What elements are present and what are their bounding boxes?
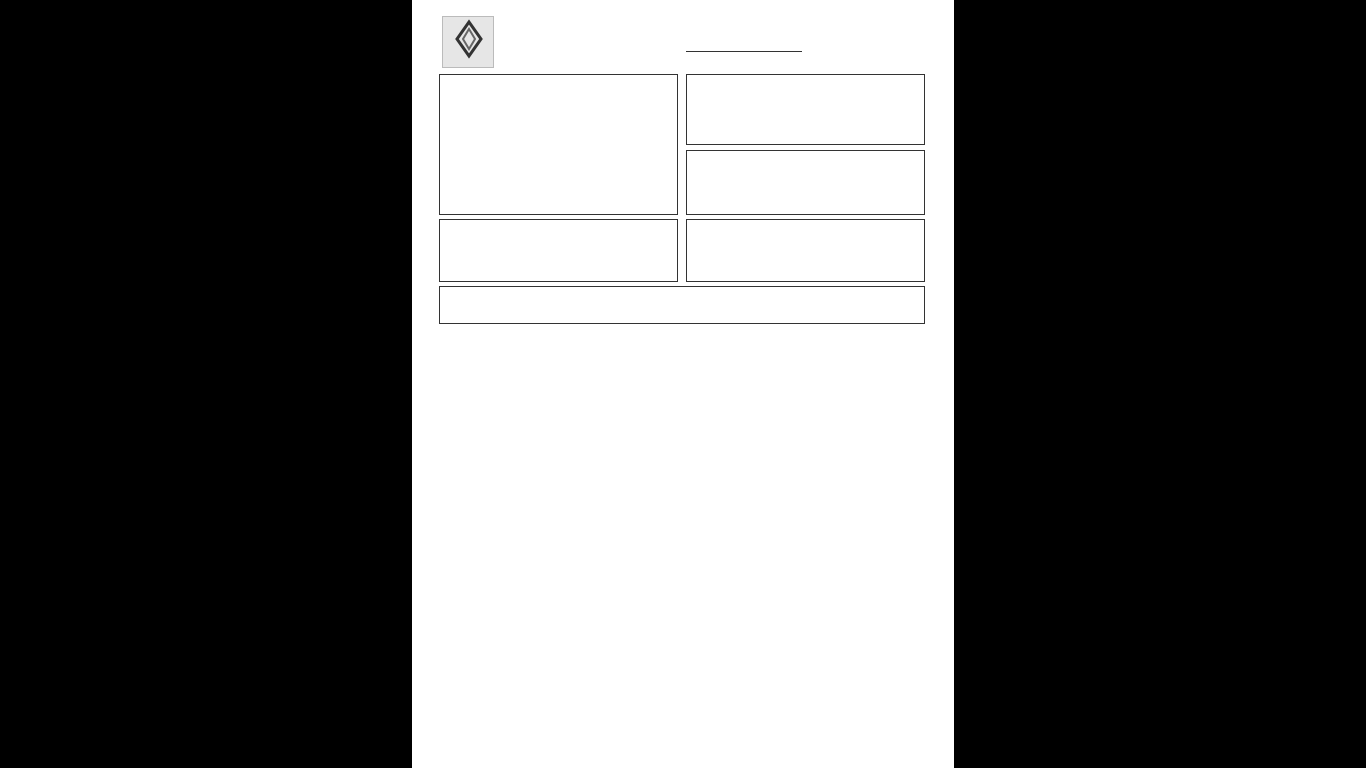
vehicle-box	[439, 219, 678, 282]
invoice-title	[686, 51, 802, 52]
billing-box	[686, 150, 925, 215]
representative-box	[686, 219, 925, 282]
table-header-box	[439, 286, 925, 324]
renault-diamond-icon	[443, 19, 495, 59]
customer-box	[686, 74, 925, 145]
invoice-page	[412, 0, 954, 768]
supplier-box	[439, 74, 678, 215]
renault-logo	[442, 16, 494, 68]
